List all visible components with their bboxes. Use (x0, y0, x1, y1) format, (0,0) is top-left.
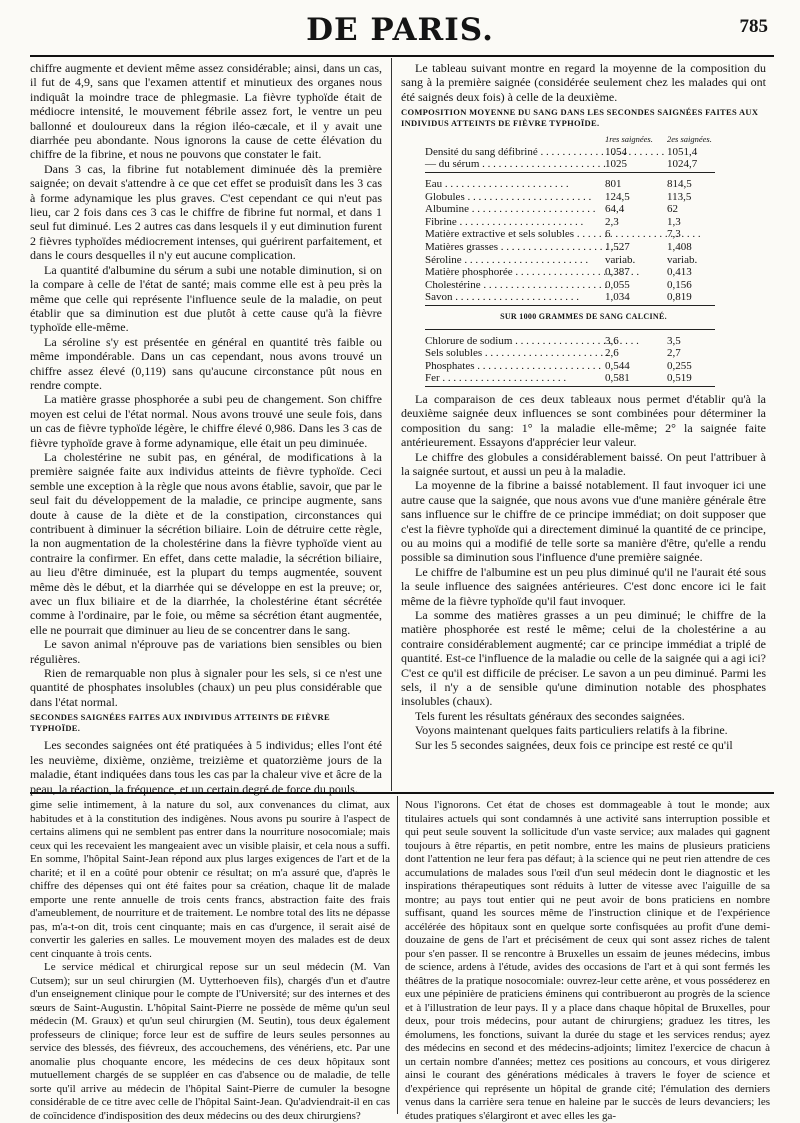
table-separator (425, 386, 715, 387)
row-label: Chlorure de sodium . . . (425, 335, 605, 348)
density-rows (425, 146, 766, 171)
row-label: Matière extractive et sels solubles . . . (425, 228, 605, 241)
row-value: 2,3 (605, 215, 619, 228)
row-value: 0,544 (605, 359, 630, 372)
column-divider (397, 796, 398, 1114)
row-value: 64,4 (605, 203, 625, 216)
column-divider (391, 58, 392, 791)
table-separator (425, 329, 715, 330)
row-label: Cholestérine . . . (425, 279, 605, 292)
row-label: Fer . . . (425, 372, 605, 385)
column-top-right (401, 61, 766, 788)
row-value: 814,5 (667, 178, 692, 190)
section-heading: SECONDES SAIGNÉES FAITES AUX INDIVIDUS ATTEINTS DE FIÈVRE TYPHOÏDE. (30, 712, 330, 734)
row-label: Matière phosphorée . . . (425, 266, 605, 279)
row-label: Densité du sang défibriné . . . (425, 146, 605, 159)
paragraph: Dans 3 cas, la fibrine fut notablement diminuée dès la première saignée; on devait s'attendre à ce que cet effet se produisît dans les 3 cas à forme adynamique les plus graves. C'est cependant ce qui n'eut pas lieu, car 2 fois dans ces 3 cas le chiffre de fibrine fut normal, et dans 1 seul fut diminué. Les 2 autres cas dans lesquels il y eut diminution furent 2 fièvres typhoïdes médiocrement intenses, qui guérirent parfaitement, et dans le cours desquelles il n'y eut aucune complication. (30, 161, 382, 263)
table-header-row (425, 133, 766, 146)
paragraph: La quantité d'albumine du sérum a subi une notable diminution, si on la compare à celle de l'état de santé; mais comme elle est à peu près la même que celle qui représente l'influence seule de la maladie, on peut établir que sa diminution est due plutôt à cette cause qu'à la fièvre typhoïde elle-même. (30, 262, 382, 335)
table-row (425, 191, 766, 204)
table-row (425, 158, 766, 171)
row-value: 2,7 (667, 347, 681, 360)
top-rule (30, 55, 774, 57)
paragraph: Le chiffre de l'albumine est un peu plus diminué qu'il ne l'aurait été sous la seule influence des saignées antérieures. C'est donc encore ici le fait même de la fièvre typhoïde qu'il faut invoquer. (401, 564, 766, 608)
table-row (425, 360, 766, 373)
row-value: 0,387 (605, 266, 630, 279)
row-value: 1,408 (667, 240, 692, 253)
table-heading: COMPOSITION MOYENNE DU SANG DANS LES SECONDES SAIGNÉES FAITES AUX INDIVIDUS ATTEINTS DE FIÈVRE TYPHOÏDE. (401, 107, 759, 129)
table-row (425, 291, 766, 304)
row-value: 124,5 (605, 190, 630, 203)
row-value: 3,6 (605, 334, 619, 347)
table-row (425, 266, 766, 279)
paragraph: chiffre augmente et devient même assez considérable; ainsi, dans un cas, il fut de 4,9, sans que l'examen attentif et minutieux des organes nous indiquât la moindre trace de phlegmasie. La fièvre typhoïde était de médiocre intensité, le mouvement fébrile assez fort, le ventre un peu ballonné et douloureux dans la région iléo-cæcale, et il y avait une diarrhée peu abondante. Nous ignorons la cause de cette élévation du chiffre de la fibrine, et nous ne pouvons que constater le fait. (30, 61, 382, 162)
row-value: 1054 (605, 145, 627, 158)
row-value: 1,527 (605, 240, 630, 253)
table-row (425, 178, 766, 191)
feuilleton-rule (30, 792, 774, 794)
row-label: Matières grasses . . . (425, 241, 605, 254)
row-value: 0,581 (605, 372, 630, 385)
paragraph: Le service médical et chirurgical repose sur un seul médecin (M. Van Cutsem); sur un seul chirurgien (M. Uytterhoeven fils), chargés d'un et d'autre d'un enseignement clinique pour le compte de l'Université; sur des internes et des sœurs de Saint-Augustin. L'hôpital Saint-Pierre ne possède de même qu'un seul médecin (M. Graux) et qu'un seul chirurgien (M. Seutin), tous deux également professeurs de clinique; force leur est de suffire de leurs seules personnes au service des blessés, des fiévreux, des accouchemens, des vénériens, etc. Par une anomalie plus choquante encore, les médecins de ces deux hôpitaux sont mutuellement chargés de se suppléer en cas d'absence ou de maladie, de telle sorte qu'il arrive au médecin de l'hôpital Saint-Pierre de cumuler la besogne considérable de ce titre avec celle de l'hôpital Saint-Jean. Qu'adviendrait-il en cas de coïncidence d'indisposition des deux médecins ou des deux chirurgiens? (30, 961, 390, 1122)
row-value: 1025 (605, 158, 627, 171)
row-value: 0,519 (667, 372, 692, 385)
paragraph: La moyenne de la fibrine a baissé notablement. Il faut invoquer ici une autre cause que la saignée, que nous avons vue d'une manière générale être sans influence sur le chiffre de ce principe immédiat; on doit supposer que c'est la fièvre typhoïde qui a directement diminué la quantité de ce principe, ou au moins qui a modifié de telle sorte sa manière d'être, qu'elle a rendu possible sa diminution sous l'influence d'une première saignée. (401, 478, 766, 565)
paragraph: gime selie intimement, à la nature du sol, aux convenances du climat, aux habitudes et à la constitution des indigènes. Nous avons pu sourire à l'aspect de certains alimens qui ne semblent pas entrer dans la nourriture nosocomiale; mais ceux qui les recevaient les mangeaient avec un visible plaisir, et cela nous a suffi. En somme, l'hôpital Saint-Jean répond aux plus larges exigences de l'art et de la charité; et il en a coûté pour obtenir ce résultat; on m'a assuré que, d'après le chiffre des dépenses qui ont été faites pour sa création, chaque lit de malade emporte une rente annuelle de trois cents francs, abstraction faite des frais d'ameublement, de nourriture et de traitement. Le nombre total des lits ne dépasse pas, m'a-t-on dit, trois cent cinquante; mais en cas d'urgence, il serait aisé de convertir les galeries en salles. Le mouvement moyen des malades est de deux cent cinquante à trois cents. (30, 799, 390, 960)
table-row (425, 279, 766, 292)
column-bottom-right (405, 799, 770, 1122)
row-label: Sels solubles . . . (425, 347, 605, 360)
paragraph: Voyons maintenant quelques faits particuliers relatifs à la fibrine. (415, 723, 728, 738)
paragraph: Sur les 5 secondes saignées, deux fois ce principe est resté ce qu'il (415, 737, 733, 752)
table-row (425, 254, 766, 267)
masthead (30, 10, 770, 54)
table-row (425, 216, 766, 229)
paragraph: Les secondes saignées ont été pratiquées à 5 individus; elles l'ont été les neuvième, dixième, onzième, treizième et quatorzième jours de la maladie, étant indiquées dans tous les cas par la chaleur vive et âcre de la peau, la réaction, la fréquence, et un certain degré de force du pouls. (30, 738, 382, 796)
row-value: 1051,4 (667, 145, 698, 158)
composition-rows (425, 178, 766, 304)
row-label: Fibrine . . . (425, 216, 605, 229)
row-value: variab. (605, 253, 636, 266)
table-row (425, 347, 766, 360)
table-row (425, 228, 766, 241)
row-value: variab. (667, 253, 698, 266)
row-value: 0,255 (667, 359, 692, 372)
row-value: 1,034 (605, 291, 630, 304)
paragraph: Le savon animal n'éprouve pas de variations bien sensibles ou bien régulières. (30, 637, 382, 666)
row-value: 1024,7 (667, 158, 698, 171)
row-label: Eau . . . (425, 178, 605, 191)
row-value: 113,5 (667, 190, 692, 203)
paragraph: La séroline s'y est présentée en général en quantité très faible ou même impondérable. Dans un cas cependant, nous avons trouvé un chiffre assez élevé (0,119) sans qu'aucune circonstance pût nous en rendre compte. (30, 334, 382, 392)
row-label: — du sérum . . . (425, 158, 605, 171)
row-value: 801 (605, 178, 622, 190)
table-separator (425, 172, 715, 173)
paragraph: La somme des matières grasses a un peu diminué; le chiffre de la matière phosphorée est resté le même; celui de la cholestérine a au contraire considérablement augmenté; car ce principe immédiat a triplé de quantité. Est-ce l'influence de la maladie ou celle de la saignée qui a agi ici? C'est ce qu'il est difficile de préciser. Le savon a un peu diminué. Parmi les sels, il n'y a de sensible qu'une diminution notable des phosphates insolubles (chaux). (401, 608, 766, 709)
paragraph: Le chiffre des globules a considérablement baissé. On peut l'attribuer à la saignée surtout, et aussi un peu à la maladie. (401, 449, 766, 478)
row-label: Séroline . . . (425, 254, 605, 267)
paragraph: Tels furent les résultats généraux des secondes saignées. (415, 708, 685, 723)
row-value: 0,413 (667, 266, 692, 279)
table-row (425, 241, 766, 254)
paragraph: La comparaison de ces deux tableaux nous permet d'établir qu'à la deuxième saignée deux influences se sont combinées pour déterminer la composition du sang: 1° la maladie elle-même; 2° la saignée faite antérieurement. Essayons d'apprécier leur valeur. (401, 391, 766, 450)
row-value: 7,3 (667, 228, 681, 241)
row-label: Phosphates . . . (425, 360, 605, 373)
row-value: 6 (605, 228, 611, 241)
composition-table (425, 133, 766, 387)
calcined-rows (425, 335, 766, 385)
column-bottom-left (30, 799, 390, 1122)
row-value: 1,3 (667, 215, 681, 228)
page-number: 785 (739, 16, 768, 37)
paragraph: La cholestérine ne subit pas, en général, de modifications à la première saignée faite aux individus atteints de fièvre typhoïde. Ceci semble une exception à la règle que nous avons établie, savoir, que par le seul fait du développement de la maladie, ce principe augmente, sans doute à cause de la diète et de la constipation, circonstances qui contribuent à diminuer la sécrétion biliaire. Loin de détruire cette règle, la non augmentation de la cholestérine dans la fièvre typhoïde vient au contraire la confirmer. En effet, dans cette maladie, la sécrétion biliaire, au lieu d'être diminuée, est la plupart du temps augmentée, souvent même dès le début, et la diarrhée qui se développe en est la preuve; or, avec un flux biliaire et de la diarrhée, la cholestérine étant sécrétée comme à l'ordinaire, par le foie, ou même sa sécrétion étant augmentée, elle ne pourrait que diminuer au lieu de se concentrer dans le sang. (30, 449, 382, 637)
row-value: 62 (667, 203, 678, 216)
column-top-left (30, 61, 382, 796)
page-title: DE PARIS. (306, 12, 494, 48)
row-value: 2,6 (605, 347, 619, 360)
table-row (425, 146, 766, 159)
row-label: Albumine . . . (425, 203, 605, 216)
subtable-heading: SUR 1000 GRAMMES DE SANG CALCINÉ. (500, 311, 667, 321)
row-label: Globules . . . (425, 191, 605, 204)
table-row (425, 203, 766, 216)
col-header: 1res saignées. (605, 134, 653, 145)
row-value: 3,5 (667, 334, 681, 347)
row-value: 0,156 (667, 278, 692, 291)
paragraph: Nous l'ignorons. Cet état de choses est dommageable à tout le monde; aux titulaires actuels qui sont condamnés à une activité sans interruption possible et qui peut seule souvent la sollicitude d'un vaste service; aux malades qui gagnent toujours à être répartis, en petit nombre, entre les mains de plusieurs praticiens dont l'attention ne leur fera pas défaut; à la science qui ne peut rien attendre de ces accumulations de malades sous l'œil d'un seul médecin dont le diagnostic et les inspirations thérapeutiques sont réduits à lutter de vitesse avec l'aiguille de sa montre; au pays tout entier qui ne peut avoir de bons praticiens en nombre suffisant, quand les sources même de l'instruction clinique et de l'expérience accélérée des hôpitaux sont en quelque sorte confisquées au profit d'une demi-douzaine de gens de l'art et précisément de ceux qui sont assez riches de talent pour s'en passer. Il se rencontre à Bruxelles un essaim de jeunes médecins, imbus de science, ardens à l'étude, avides des occasions de l'art et à qui sont fermés les théâtres de la pratique nosocomiale: ouvrez-leur cette arène, et vous posséderez en eux une pépinière de praticiens éminens qui contribueront au progrès de la science et à l'illustration de leur pays. Il y a place dans chaque hôpital de Bruxelles, pour deux, pour trois médecins, pour autant de chirurgiens; graduez les titres, les émolumens, les fonctions, suivant la durée du stage et les services rendus; ayez des médecins en second et des médecins-adjoints; limitez l'exercice de chacun à un certain nombre d'années; mettez ces positions au concours, et vous dirigerez ainsi le courant des générations médicales à travers le foyer de science et d'expérience qui représente un hôpital de grande cité; l'émulation des derniers venus dans la carrière sera tenue en haleine par le succès de leurs devanciers; les études pratiques s'élargiront et avec elles les ga- (405, 799, 770, 1122)
table-row (425, 372, 766, 385)
row-value: 0,055 (605, 278, 630, 291)
row-value: 0,819 (667, 291, 692, 304)
paragraph: Rien de remarquable non plus à signaler pour les sels, si ce n'est une quantité de phosphates insolubles (chaux) un peu plus considérable que dans l'état normal. (30, 666, 382, 709)
paragraph: Le tableau suivant montre en regard la moyenne de la composition du sang à la première saignée (considérée seulement chez les malades qui ont été saignés deux fois) à celle de la deuxième. (401, 61, 766, 104)
paragraph: La matière grasse phosphorée a subi peu de changement. Son chiffre moyen est celui de l'état normal. Nous avons trouvé une seule fois, dans un cas de fièvre typhoïde légère, le chiffre élevé 0,986. Dans les 3 cas de fièvre typhoïde grave à forme adynamique, elle était un peu diminuée. (30, 392, 382, 450)
row-label: Savon . . . (425, 291, 605, 304)
col-header: 2es saignées. (667, 134, 712, 145)
table-separator (425, 305, 715, 306)
table-row (425, 335, 766, 348)
